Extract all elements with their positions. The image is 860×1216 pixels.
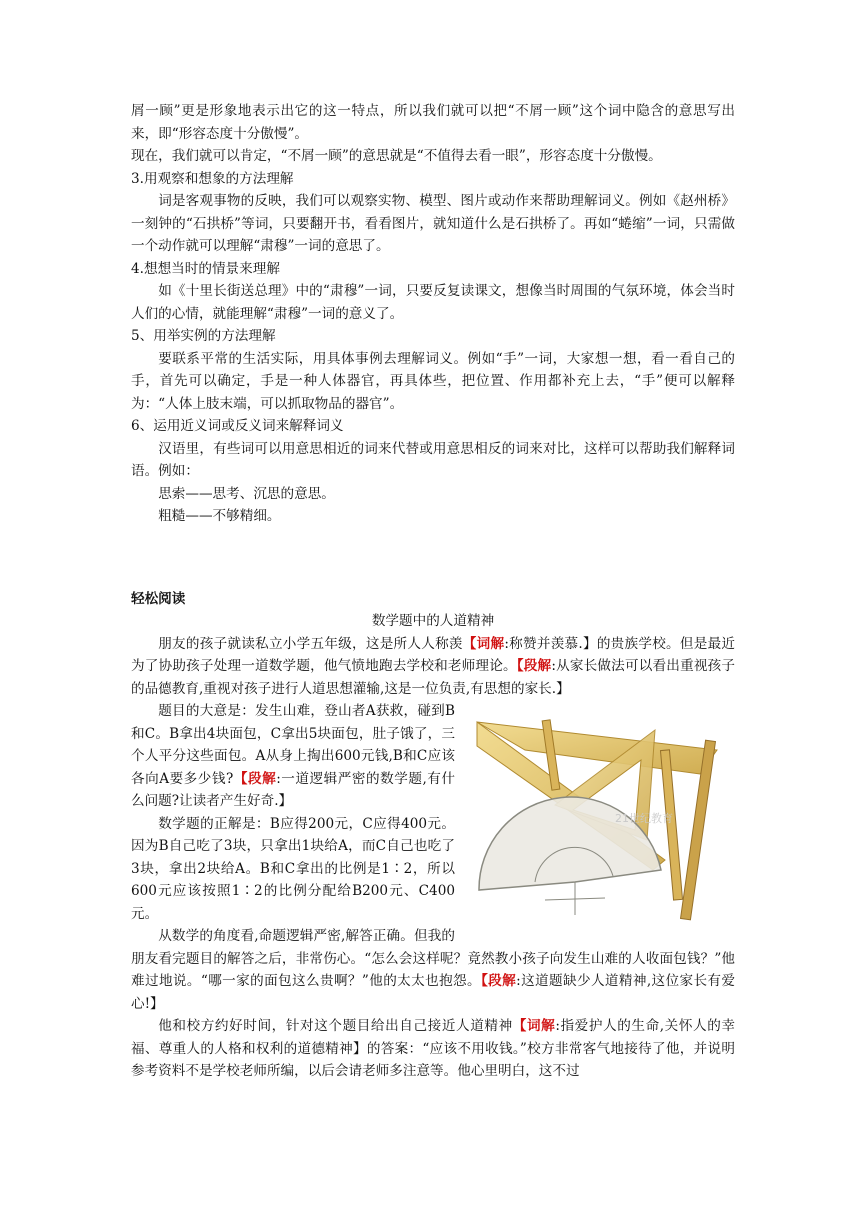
word-note: :称赞并羡慕.】 xyxy=(504,635,597,652)
subheading: 4.想想当时的情景来理解 xyxy=(131,260,280,277)
story-paragraph xyxy=(131,633,735,701)
word-note-label: 【词解 xyxy=(462,635,505,652)
paragraph-note-label: 【段解 xyxy=(516,658,552,674)
story-text: 他和校方约好时间，针对这个题目给出自己接近人道精神 xyxy=(158,1018,513,1034)
story-text: 题目的大意是：发生山难，登山者A获救，碰到B和C。B拿出4块面包，C拿出5块面包，肚子饿了，三个人平分这些面包。A从身上掏出600元钱,B和C应该各向A要多少钱? xyxy=(131,703,455,787)
word-note: :指爱护人的生命,关怀人的幸福、尊重人的人格和权利的道德精神】 xyxy=(131,1018,736,1057)
story-paragraph xyxy=(131,1015,735,1083)
subheading: 5、用举实例的方法理解 xyxy=(131,328,276,344)
story-text: 的贵族学校。但是最近为了协助孩子处理一道数学题，他气愤地跑去学校和老师理论。 xyxy=(131,635,736,674)
story-paragraph: 数学题的正解是：B应得200元，C应得400元。因为B自己吃了3块，只拿出1块给A，而C自己也吃了3块，拿出2块给A。B和C拿出的比例是1∶2，所以600元应该按照1∶2的比例分配给B200元、C400元。 xyxy=(131,815,455,922)
paragraph: 如《十里长街送总理》中的“肃穆”一词，只要反复读课文，想像当时周围的气氛环境，体会当时人们的心情，就能理解“肃穆”一词的意义了。 xyxy=(131,283,735,322)
story-text: 朋友的孩子就读私立小学五年级，这是所人人称羡 xyxy=(158,635,463,652)
ruler-protractor-image xyxy=(465,710,735,932)
story-text: 的答案：“应该不用收钱。”校方非常客气地接待了他，并说明参考资料不是学校老师所编，以后会请老师多注意等。他心里明白，这不过 xyxy=(131,1040,735,1079)
paragraph: 要联系平常的生活实际，用具体事例去理解词义。例如“手”一词，大家想一想，看一看自己的手，首先可以确定，手是一种人体器官，再具体些，把位置、作用都补充上去，“手”便可以解释为：“人体上肢末端，可以抓取物品的器官”。 xyxy=(131,350,735,412)
paragraph-note: :从家长做法可以看出重视孩子的品德教育,重视对孩子进行人道思想灌输,这是一位负责,有思想的家长.】 xyxy=(131,658,735,697)
section-heading: 轻松阅读 xyxy=(131,590,186,607)
subheading: 3.用观察和想象的方法理解 xyxy=(131,170,294,187)
paragraph-note-label: 【段解 xyxy=(481,973,517,989)
story-text: 从数学的角度看,命题逻辑严密,解答正确。但我的朋友看完题目的解答之后，非常伤心。“怎么会这样呢？竟然教小孩子向发生山难的人收面包钱？”他难过地说。“哪一家的面包这么贵啊？”他的太太也抱怨。 xyxy=(131,928,735,989)
word-note-label: 【词解 xyxy=(512,1018,556,1034)
paragraph: 屑一顾”更是形象地表示出它的这一特点，所以我们就可以把“不屑一顾”这个词中隐含的意思写出来，即“形容态度十分傲慢”。 xyxy=(131,103,735,142)
paragraph-note: :这道题缺少人道精神,这位家长有爱心!】 xyxy=(131,973,735,1012)
example-line: 思索——思考、沉思的意思。 xyxy=(158,485,335,502)
ruler-protractor-illustration xyxy=(465,710,735,932)
story-paragraph xyxy=(131,925,735,1015)
paragraph: 汉语里，有些词可以用意思相近的词来代替或用意思相反的词来对比，这样可以帮助我们解释词语。例如： xyxy=(131,440,735,479)
paragraph: 词是客观事物的反映，我们可以观察实物、模型、图片或动作来帮助理解词义。例如《赵州桥》一刻钟的“石拱桥”等词，只要翻开书，看看图片，就知道什么是石拱桥了。再如“蜷缩”一词，只需做一个动作就可以理解“肃穆”一词的意思了。 xyxy=(131,193,735,254)
paragraph-note: :一道逻辑严密的数学题,有什么问题?让读者产生好奇.】 xyxy=(131,770,456,809)
subheading: 6、运用近义词或反义词来解释词义 xyxy=(131,418,344,434)
paragraph: 现在，我们就可以肯定，“不屑一顾”的意思就是“不值得去看一眼”，形容态度十分傲慢。 xyxy=(131,148,662,164)
paragraph-note-label: 【段解 xyxy=(233,770,277,787)
example-line: 粗糙——不够精细。 xyxy=(158,508,281,524)
article-title: 数学题中的人道精神 xyxy=(371,613,495,629)
spacer xyxy=(131,528,735,588)
image-watermark: 21世纪教育 xyxy=(615,812,673,825)
document-page xyxy=(131,100,735,1083)
